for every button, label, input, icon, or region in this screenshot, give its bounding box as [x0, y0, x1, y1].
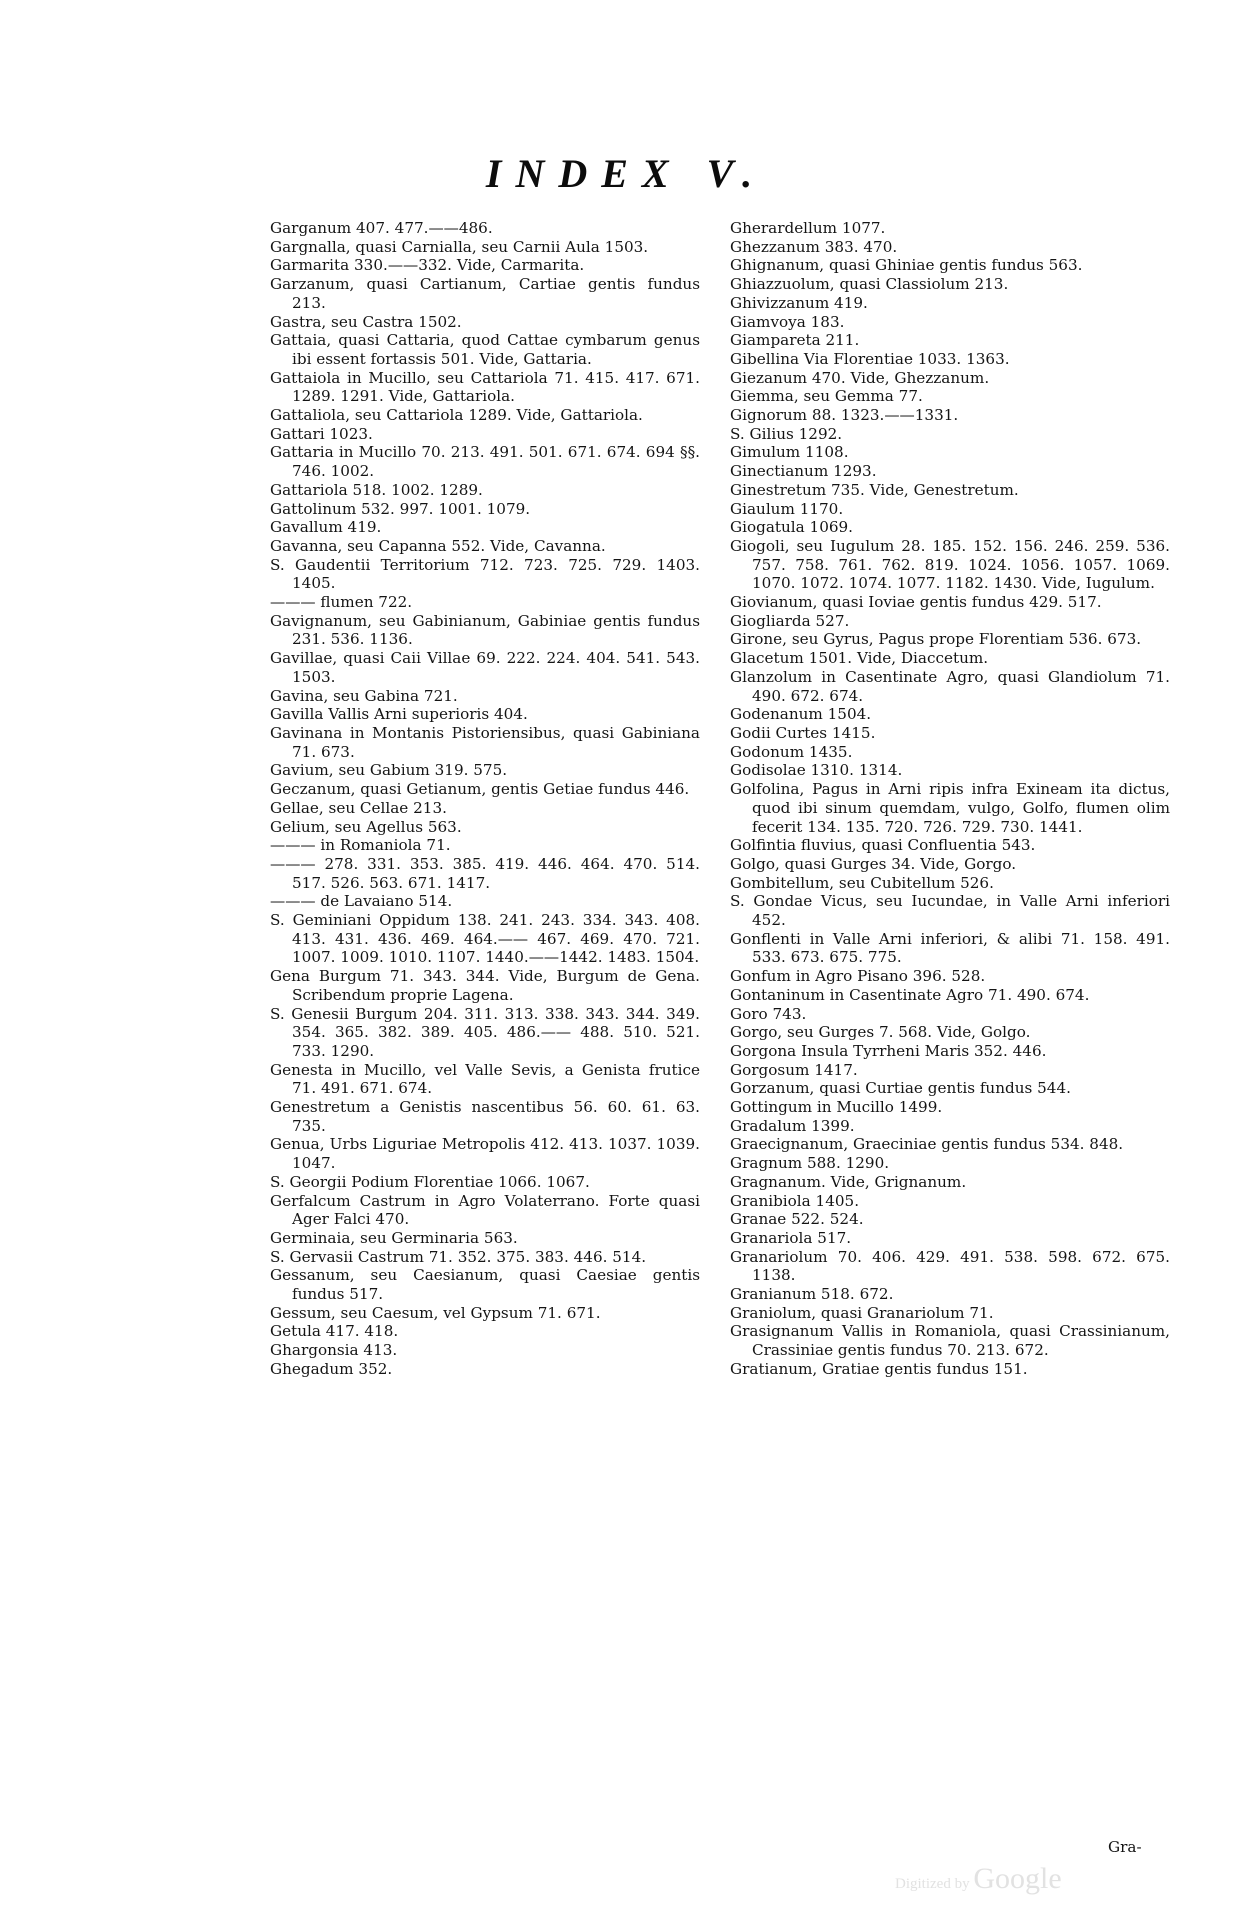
index-entry: Graniolum, quasi Granariolum 71. [730, 1303, 994, 1322]
index-entry: S. Genesii Burgum 204. 311. 313. 338. 343. 344. 349. 354. 365. 382. 389. 405. 486.—— 488. 510. 521. 733. 1290. [270, 1004, 700, 1060]
index-entry: Gattaria in Mucillo 70. 213. 491. 501. 671. 674. 694 §§. 746. 1002. [270, 443, 700, 481]
index-entry: Grasignanum Vallis in Romaniola, quasi Crassinianum, Crassiniae gentis fundus 70. 213. 672. [730, 1322, 1170, 1360]
index-entry: Golfintia fluvius, quasi Confluentia 543. [730, 836, 1036, 855]
index-entry: S. Geminiani Oppidum 138. 241. 243. 334. 343. 408. 413. 431. 436. 469. 464.—— 467. 469. 470. 721. 1007. 1009. 1010. 1107. 1440.——1442. 1483. 1504. [270, 911, 700, 967]
index-entry: Getula 417. 418. [270, 1322, 399, 1341]
index-entry: Garmarita 330.——332. Vide, Carmarita. [270, 256, 585, 275]
index-entry: Gavium, seu Gabium 319. 575. [270, 761, 508, 780]
index-entry: Godisolae 1310. 1314. [730, 761, 903, 780]
index-entry: Genestretum a Genistis nascentibus 56. 60. 61. 63. 735. [270, 1098, 700, 1135]
index-entry: S. Gilius 1292. [730, 424, 843, 443]
index-entry: Gellae, seu Cellae 213. [270, 798, 447, 817]
index-entry: Gherardellum 1077. [730, 219, 886, 237]
index-entry: ——— in Romaniola 71. [270, 836, 451, 855]
index-entry: Ghezzanum 383. 470. [730, 237, 898, 256]
index-entry: Gradalum 1399. [730, 1116, 855, 1135]
index-entry: Gorgosum 1417. [730, 1060, 858, 1079]
index-entry: Gonfum in Agro Pisano 396. 528. [730, 967, 986, 986]
index-entry: Ghegadum 352. [270, 1359, 393, 1378]
index-entry: Giovianum, quasi Ioviae gentis fundus 429. 517. [730, 593, 1102, 612]
index-entry: Giogatula 1069. [730, 518, 854, 537]
index-entry: Ghignanum, quasi Ghiniae gentis fundus 563. [730, 256, 1083, 275]
index-entry: Gattaia, quasi Cattaria, quod Cattae cymbarum genus ibi essent fortassis 501. Vide, Gattaria. [270, 331, 700, 368]
index-entry: Gragnanum. Vide, Grignanum. [730, 1172, 967, 1191]
index-entry: S. Gondae Vicus, seu Iucundae, in Valle Arni inferiori 452. [730, 892, 1170, 930]
index-entry: Giogliarda 527. [730, 611, 850, 630]
index-entry: Genua, Urbs Liguriae Metropolis 412. 413. 1037. 1039. 1047. [270, 1135, 700, 1173]
index-entry: Giezanum 470. Vide, Ghezzanum. [730, 368, 990, 387]
index-entry: Graecignanum, Graeciniae gentis fundus 534. 848. [730, 1135, 1124, 1154]
index-entry: ——— 278. 331. 353. 385. 419. 446. 464. 470. 514. 517. 526. 563. 671. 1417. [270, 854, 700, 892]
index-entry: Gattariola 518. 1002. 1289. [270, 480, 483, 499]
index-entry: ——— de Lavaiano 514. [270, 892, 453, 911]
index-entry: Ghiazzuolum, quasi Classiolum 213. [730, 275, 1009, 294]
index-entry: Gavignanum, seu Gabinianum, Gabiniae gentis fundus 231. 536. 1136. [270, 611, 700, 649]
index-entry: S. Gervasii Castrum 71. 352. 375. 383. 446. 514. [270, 1247, 647, 1266]
index-entry: Garzanum, quasi Cartianum, Cartiae gentis fundus 213. [270, 275, 700, 312]
page-title: INDEX V. [485, 151, 767, 196]
index-entry: Ginectianum 1293. [730, 462, 877, 481]
index-entry: Granibiola 1405. [730, 1191, 860, 1210]
index-entry: Genesta in Mucillo, vel Valle Sevis, a Genista frutice 71. 491. 671. 674. [270, 1060, 700, 1098]
index-entry: Ginestretum 735. Vide, Genestretum. [730, 480, 1019, 499]
index-entry: Gargnalla, quasi Carnialla, seu Carnii Aula 1503. [270, 237, 649, 256]
index-entry: Gastra, seu Castra 1502. [270, 312, 462, 331]
index-entry: Gottingum in Mucillo 1499. [730, 1098, 943, 1117]
index-entry: Ghargonsia 413. [270, 1341, 398, 1360]
index-entry: Geczanum, quasi Getianum, gentis Getiae fundus 446. [270, 780, 690, 799]
index-entry: Gorgona Insula Tyrrheni Maris 352. 446. [730, 1041, 1047, 1060]
index-entry: Gombitellum, seu Cubitellum 526. [730, 873, 994, 892]
index-entry: Giampareta 211. [730, 331, 860, 350]
index-entry: Glanzolum in Casentinate Agro, quasi Glandiolum 71. 490. 672. 674. [730, 667, 1170, 705]
index-entry: Goro 743. [730, 1004, 807, 1023]
index-entry: Golgo, quasi Gurges 34. Vide, Gorgo. [730, 854, 1017, 873]
index-entry: Godenanum 1504. [730, 705, 872, 724]
index-entry: Gimulum 1108. [730, 443, 849, 462]
index-entry: Giemma, seu Gemma 77. [730, 387, 923, 406]
index-entry: Gragnum 588. 1290. [730, 1154, 890, 1173]
watermark-brand: Google [973, 1862, 1062, 1895]
index-entry: Gavallum 419. [270, 518, 382, 537]
index-entry: Giaulum 1170. [730, 499, 844, 518]
index-entry: Granae 522. 524. [730, 1210, 864, 1229]
index-entry: Giamvoya 183. [730, 312, 845, 331]
index-entry: Gelium, seu Agellus 563. [270, 817, 462, 836]
index-entry: Gavina, seu Gabina 721. [270, 686, 458, 705]
index-entry: Ghivizzanum 419. [730, 293, 868, 312]
index-entry: ——— flumen 722. [270, 593, 413, 612]
index-column-left [270, 219, 700, 1379]
index-entry: Granianum 518. 672. [730, 1285, 894, 1304]
index-entry: Gorzanum, quasi Curtiae gentis fundus 544. [730, 1079, 1071, 1098]
index-entry: Granariolum 70. 406. 429. 491. 538. 598. 672. 675. 1138. [730, 1247, 1170, 1285]
index-entry: Gessum, seu Caesum, vel Gypsum 71. 671. [270, 1303, 601, 1322]
index-entry: Glacetum 1501. Vide, Diaccetum. [730, 649, 989, 668]
index-entry: S. Gaudentii Territorium 712. 723. 725. 729. 1403. 1405. [270, 555, 700, 593]
index-entry: Gignorum 88. 1323.——1331. [730, 406, 959, 425]
index-entry: Gerfalcum Castrum in Agro Volaterrano. Forte quasi Ager Falci 470. [270, 1191, 700, 1229]
index-entry: Gavillae, quasi Caii Villae 69. 222. 224. 404. 541. 543. 1503. [270, 649, 700, 686]
index-entry: Granariola 517. [730, 1228, 852, 1247]
index-entry: Gattaiola in Mucillo, seu Cattariola 71. 415. 417. 671. 1289. 1291. Vide, Gattariola. [270, 368, 700, 406]
index-entry: Garganum 407. 477.——486. [270, 219, 493, 237]
index-entry: Gonflenti in Valle Arni inferiori, & alibi 71. 158. 491. 533. 673. 675. 775. [730, 929, 1170, 967]
index-entry: Gattaliola, seu Cattariola 1289. Vide, Gattariola. [270, 406, 643, 425]
index-entry: Germinaia, seu Germinaria 563. [270, 1228, 518, 1247]
index-entry: S. Georgii Podium Florentiae 1066. 1067. [270, 1172, 590, 1191]
index-entry: Gratianum, Gratiae gentis fundus 151. [730, 1359, 1028, 1378]
index-entry: Gessanum, seu Caesianum, quasi Caesiae gentis fundus 517. [270, 1266, 700, 1304]
index-entry: Gattari 1023. [270, 424, 373, 443]
index-entry: Gavilla Vallis Arni superioris 404. [270, 705, 528, 724]
index-entry: Gavinana in Montanis Pistoriensibus, quasi Gabiniana 71. 673. [270, 723, 700, 761]
index-entry: Gibellina Via Florentiae 1033. 1363. [730, 349, 1010, 368]
index-entry: Godonum 1435. [730, 742, 853, 761]
index-entry: Gavanna, seu Capanna 552. Vide, Cavanna. [270, 536, 606, 555]
digitization-watermark [895, 1862, 1062, 1896]
watermark-prefix: Digitized by [895, 1876, 970, 1892]
index-entry: Gorgo, seu Gurges 7. 568. Vide, Golgo. [730, 1023, 1031, 1042]
index-entry: Gena Burgum 71. 343. 344. Vide, Burgum de Gena. Scribendum proprie Lagena. [270, 967, 700, 1004]
index-entry: Gattolinum 532. 997. 1001. 1079. [270, 499, 531, 518]
index-entry: Godii Curtes 1415. [730, 723, 876, 742]
index-column-right [730, 219, 1170, 1379]
index-entry: Gontaninum in Casentinate Agro 71. 490. 674. [730, 985, 1090, 1004]
index-entry: Girone, seu Gyrus, Pagus prope Florentiam 536. 673. [730, 630, 1142, 649]
catchword: Gra- [1108, 1838, 1142, 1856]
index-entry: Golfolina, Pagus in Arni ripis infra Exineam ita dictus, quod ibi sinum quemdam, vulgo, Golfo, flumen olim fecerit 134. 135. 720. 726. 729. 730. 1441. [730, 780, 1170, 836]
index-entry: Giogoli, seu Iugulum 28. 185. 152. 156. 246. 259. 536. 757. 758. 761. 762. 819. 1024. 1056. 1057. 1069. 1070. 1072. 1074. 1077. 1182. 1430. Vide, Iugulum. [730, 536, 1170, 593]
